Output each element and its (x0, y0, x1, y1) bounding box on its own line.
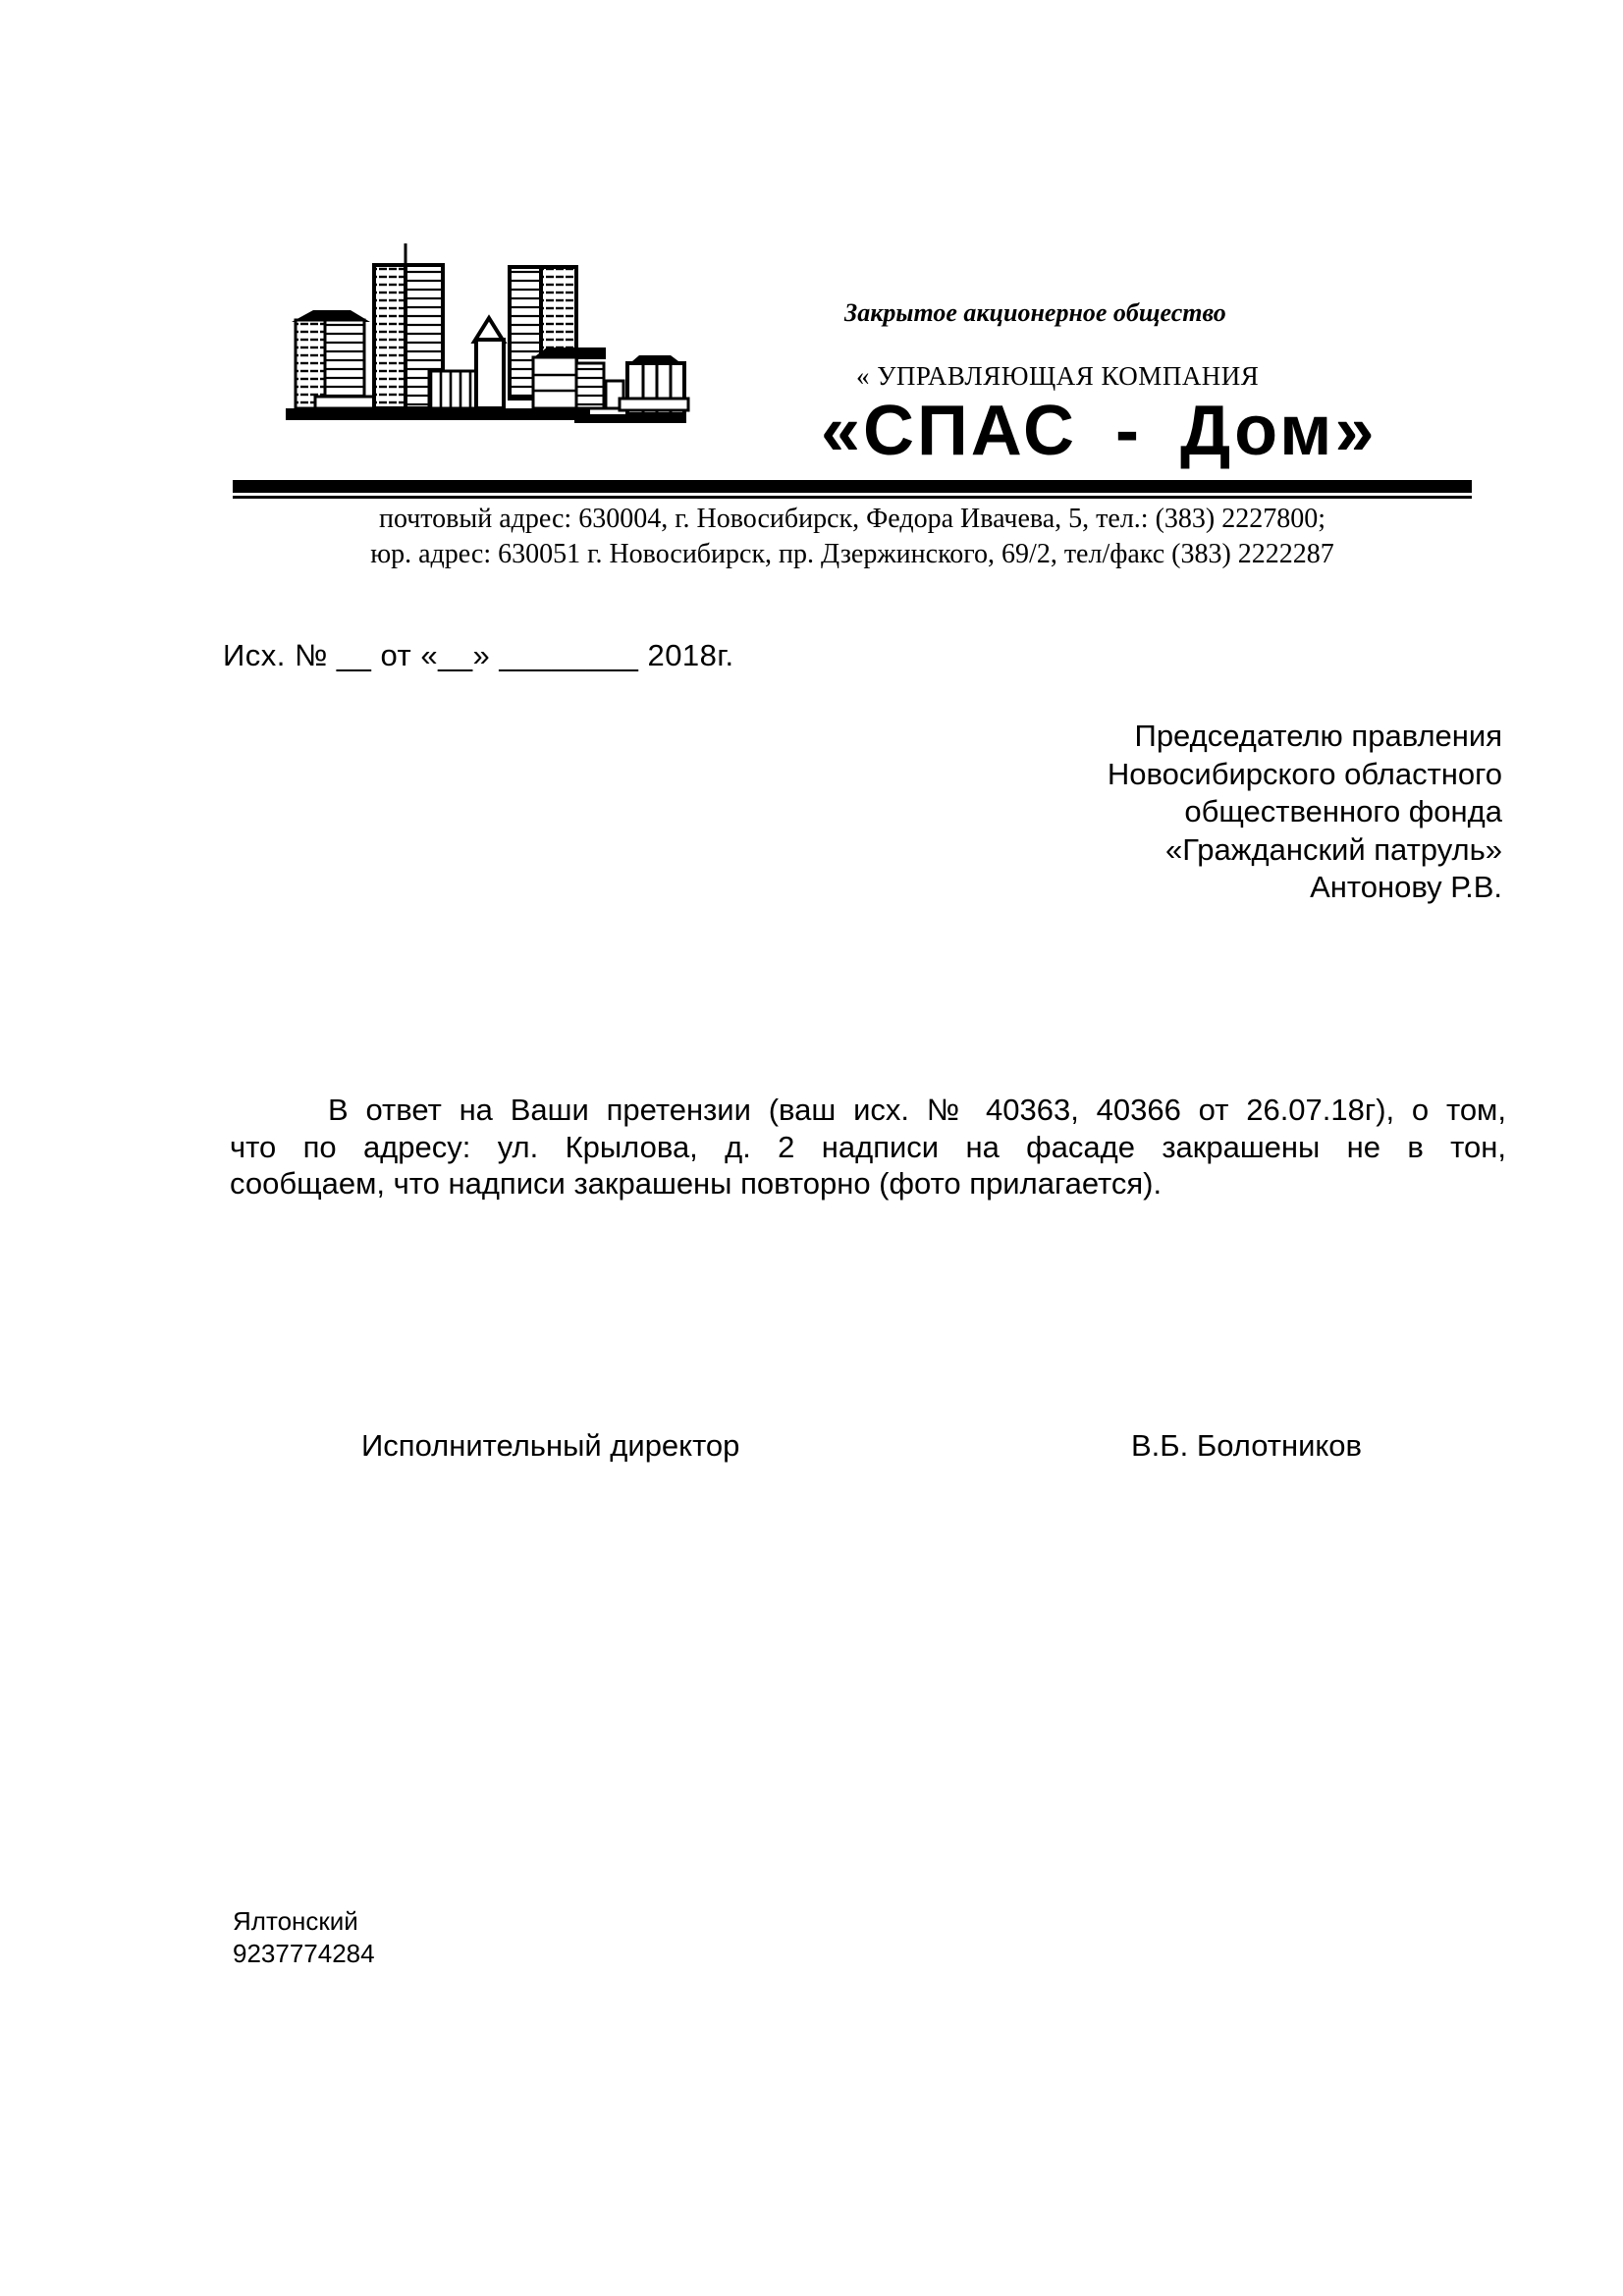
org-type-label: Закрытое акционерное общество (844, 298, 1226, 327)
city-skyline-icon (280, 241, 692, 434)
signature-title: Исполнительный директор (361, 1428, 740, 1463)
company-prefix-label: « УПРАВЛЯЮЩАЯ КОМПАНИЯ (856, 361, 1260, 391)
company-name-label: «СПАС - Дом» (821, 392, 1378, 470)
executor-phone: 9237774284 (233, 1939, 375, 1968)
company-logo (280, 241, 692, 434)
body-paragraph (230, 1092, 1506, 1202)
address-block (233, 502, 1472, 572)
body-line: сообщаем, что надписи закрашены повторно (фото прилагается). (230, 1166, 1163, 1201)
header-rule-thick-line (233, 480, 1472, 493)
postal-address: почтовый адрес: 630004, г. Новосибирск, Федора Ивачева, 5, тел.: (383) 2227800; (378, 504, 1326, 534)
reference-line: Исх. № __ от «__» ________ 2018г. (223, 638, 734, 672)
executor-block (233, 1905, 375, 1970)
legal-address: юр. адрес: 630051 г. Новосибирск, пр. Дзержинского, 69/2, тел/факс (383) 2222287 (370, 539, 1334, 569)
addressee-line: Антонову Р.В. (1310, 870, 1502, 904)
header-rule (233, 480, 1472, 499)
addressee-line: Председателю правления (1134, 719, 1502, 753)
addressee-line: Новосибирского областного (1107, 756, 1502, 791)
addressee-line: общественного фонда (1184, 794, 1502, 828)
addressee-block (913, 718, 1502, 907)
addressee-line: «Гражданский патруль» (1165, 831, 1502, 867)
body-line: В ответ на Ваши претензии (ваш исх. № 40363, 40366 от 26.07.18г), о том, (328, 1093, 1506, 1127)
signature-name: В.Б. Болотников (1131, 1428, 1363, 1463)
header-rule-thin-line (233, 496, 1472, 499)
body-line: что по адресу: ул. Крылова, д. 2 надписи на фасаде закрашены не в тон, (230, 1129, 1506, 1164)
executor-name: Ялтонский (233, 1906, 358, 1936)
